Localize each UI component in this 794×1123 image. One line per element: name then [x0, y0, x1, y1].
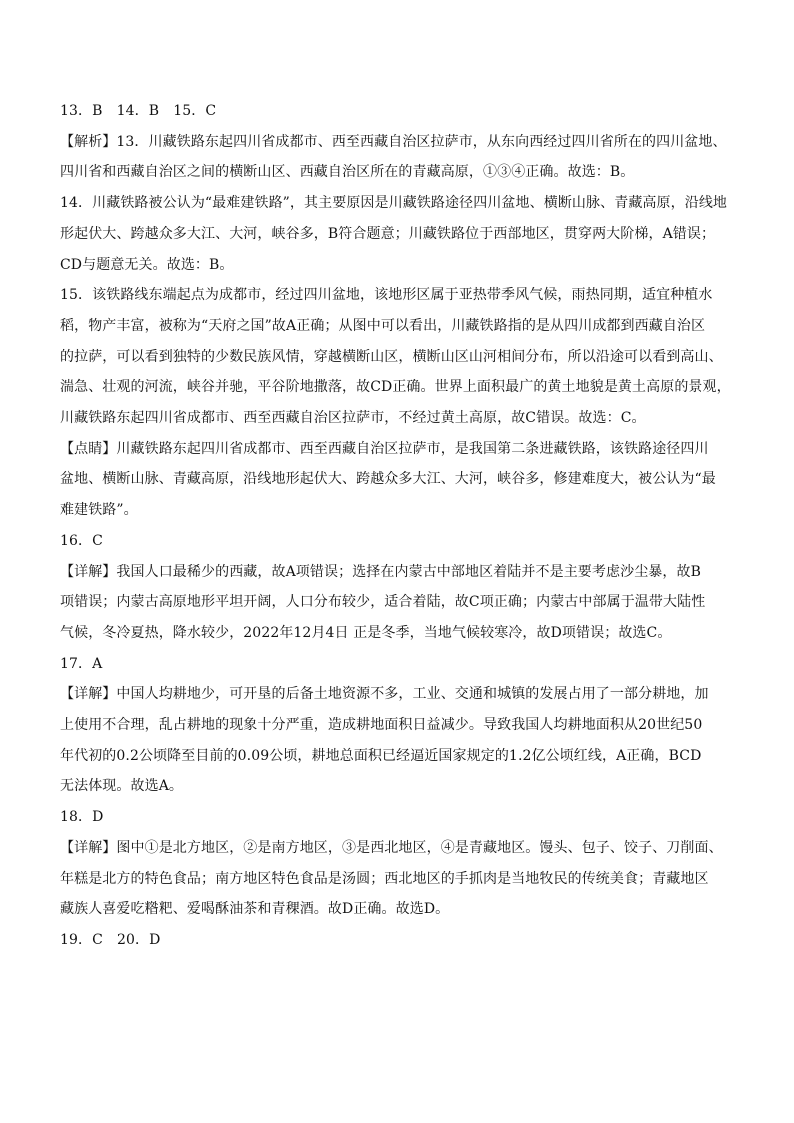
answer-document — [60, 96, 736, 956]
answer-line-19-20: 19．C 20．D — [60, 931, 161, 948]
analysis-line: 形起伏大、跨越众多大江、大河，峡谷多，B符合题意；川藏铁路位于西部地区，贯穿两大阶梯，A错误； — [60, 225, 716, 242]
analysis-line: 15．该铁路线东端起点为成都市，经过四川盆地，该地形区属于亚热带季风气候，雨热同期，适宜种植水 — [60, 287, 713, 304]
analysis-line: 四川省和西藏自治区之间的横断山区、西藏自治区所在的青藏高原，①③④正确。故选：B。 — [60, 164, 635, 181]
explanation-line: 气候，冬冷夏热，降水较少，2022年12月4日 正是冬季，当地气候较寒冷，故D项错误；故选C。 — [60, 624, 672, 641]
commentary-line: 难建铁路”。 — [60, 502, 138, 519]
explanation-line: 上使用不合理，乱占耕地的现象十分严重，造成耕地面积日益减少。导致我国人均耕地面积从20世纪50 — [60, 717, 703, 734]
analysis-line: 的拉萨，可以看到独特的少数民族风情，穿越横断山区，横断山区山河相间分布，所以沿途可以看到高山、 — [60, 348, 723, 365]
commentary-line: 【点睛】川藏铁路东起四川省成都市、西至西藏自治区拉萨市，是我国第二条进藏铁路，该铁路途径四川 — [60, 440, 709, 457]
explanation-line: 【详解】中国人均耕地少，可开垦的后备土地资源不多，工业、交通和城镇的发展占用了一部分耕地，加 — [60, 686, 709, 703]
answer-line-18: 18．D — [60, 809, 104, 826]
analysis-line: 稻，物产丰富，被称为“天府之国”故A正确；从图中可以看出，川藏铁路指的是从四川成都到西藏自治区 — [60, 317, 706, 334]
explanation-line: 【详解】图中①是北方地区，②是南方地区，③是西北地区，④是青藏地区。馒头、包子、饺子、刀削面、 — [60, 839, 723, 856]
explanation-line: 年糕是北方的特色食品；南方地区特色食品是汤圆；西北地区的手抓肉是当地牧民的传统美食；青藏地区 — [60, 870, 709, 887]
explanation-line: 无法体现。故选A。 — [60, 778, 184, 795]
explanation-line: 藏族人喜爱吃糌粑、爱喝酥油茶和青稞酒。故D正确。故选D。 — [60, 901, 450, 918]
answer-line-17: 17．A — [60, 655, 103, 672]
analysis-line: 湍急、壮观的河流，峡谷并驰，平谷阶地撒落，故CD正确。世界上面积最广的黄土地貌是黄土高原的景观， — [60, 379, 731, 396]
analysis-line: 川藏铁路东起四川省成都市、西至西藏自治区拉萨市，不经过黄土高原，故C错误。故选：C。 — [60, 410, 646, 427]
analysis-line: CD与题意无关。故选：B。 — [60, 256, 234, 273]
analysis-line: 【解析】13．川藏铁路东起四川省成都市、西至西藏自治区拉萨市，从东向西经过四川省所在的四川盆地、 — [60, 133, 727, 150]
explanation-line: 年代初的0.2公顷降至目前的0.09公顷，耕地总面积已经逼近国家规定的1.2亿公顷红线，A正确，BCD — [60, 747, 702, 764]
analysis-line: 14．川藏铁路被公认为“最难建铁路”，其主要原因是川藏铁路途径四川盆地、横断山脉、青藏高原，沿线地 — [60, 195, 728, 212]
explanation-line: 【详解】我国人口最稀少的西藏，故A项错误；选择在内蒙古中部地区着陆并不是主要考虑沙尘暴，故B — [60, 563, 701, 580]
commentary-line: 盆地、横断山脉、青藏高原，沿线地形起伏大、跨越众多大江、大河，峡谷多，修建难度大，被公认为“最 — [60, 471, 716, 488]
answer-line-16: 16．C — [60, 532, 103, 549]
explanation-line: 项错误；内蒙古高原地形平坦开阔，人口分布较少，适合着陆，故C项正确；内蒙古中部属于温带大陆性 — [60, 594, 706, 611]
answer-line-13-15: 13．B 14．B 15．C — [60, 103, 217, 119]
